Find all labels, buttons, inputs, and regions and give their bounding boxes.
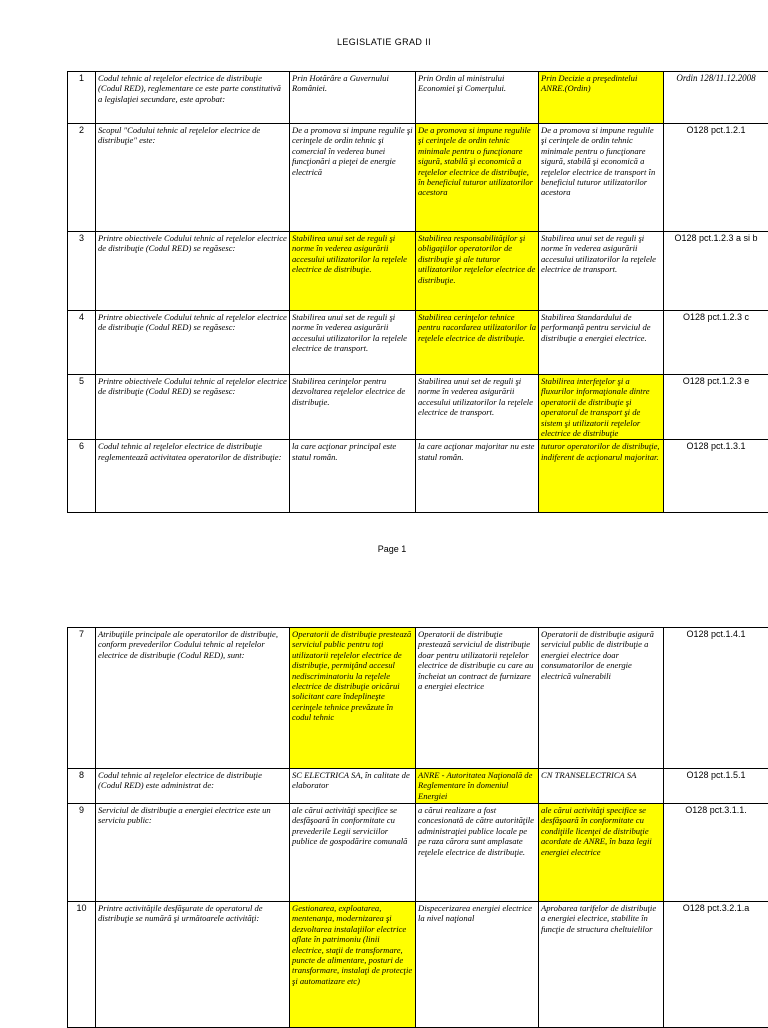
question-number: 6 [68, 440, 96, 513]
question-row [68, 375, 768, 440]
answer-b: ANRE - Autoritatea Naţională de Reglementare în domeniul Energiei [416, 769, 539, 804]
answer-b: Operatorii de distribuţie prestează serviciul de distribuţie doar pentru utilizatorii reţelelor electrice de distribuţie cu care au încheiat un contract de furnizare a energiei electrice [416, 628, 539, 769]
question-text: Printre obiectivele Codului tehnic al reţelelor electrice de distribuţie (Codul RED) se regăsesc: [96, 311, 290, 375]
reference: O128 pct.1.5.1 [664, 769, 768, 804]
reference: O128 pct.1.3.1 [664, 440, 768, 513]
answer-a: Operatorii de distribuţie prestează serviciul public pentru toţi utilizatorii reţelelor electrice de distribuţie, permiţând accesul nediscriminatoriu la reţelele electrice de distribuţie oricărui solicitant care îndeplineşte cerinţele tehnice prevăzute în codul tehnic [290, 628, 416, 769]
answer-c: Stabilirea unui set de reguli şi norme în vederea asigurării accesului utilizatorilor la reţelele electrice de transport. [539, 232, 664, 311]
question-text: Serviciul de distribuţie a energiei electrice este un serviciu public: [96, 804, 290, 902]
answer-c: ale cărui activităţi specifice se desfăşoară în conformitate cu condiţiile licenţei de distribuţie acordate de ANRE, în baza legii energiei electrice [539, 804, 664, 902]
answer-a: ale cărui activităţi specifice se desfăşoară în conformitate cu prevederile Legii serviciilor publice de gospodărire comunală [290, 804, 416, 902]
questions-table-1 [67, 71, 768, 513]
document-title: LEGISLATIE GRAD II [0, 37, 768, 47]
answer-c: Prin Decizie a preşedintelui ANRE.(Ordin) [539, 72, 664, 124]
answer-c: tuturor operatorilor de distribuţie, indiferent de acţionarul majoritar. [539, 440, 664, 513]
question-number: 9 [68, 804, 96, 902]
question-text: Printre obiectivele Codului tehnic al reţelelor electrice de distribuţie (Codul RED) se regăsesc: [96, 232, 290, 311]
answer-b: Stabilirea cerinţelor tehnice pentru racordarea utilizatorilor la reţelele electrice de distribuţie. [416, 311, 539, 375]
answer-b: Stabilirea responsabilităţilor şi obligaţiilor operatorilor de distribuţie şi ale tuturor utilizatorilor reţelelor electrice de distribuţie. [416, 232, 539, 311]
reference: O128 pct.3.2.1.a [664, 902, 768, 1028]
question-text: Printre obiectivele Codului tehnic al reţelelor electrice de distribuţie (Codul RED) se regăsesc: [96, 375, 290, 440]
answer-c: De a promova si impune regulile şi cerinţele de ordin tehnic minimale pentru o funcţionare sigură, stabilă şi economică a reţelelor electrice de transport în beneficiul tuturor utilizatorilor acestora [539, 124, 664, 232]
question-number: 4 [68, 311, 96, 375]
questions-table-2 [67, 627, 768, 1028]
reference: O128 pct.1.2.3 c [664, 311, 768, 375]
answer-a: Stabilirea cerinţelor pentru dezvoltarea reţelelor electrice de distribuţie. [290, 375, 416, 440]
question-text: Codul tehnic al reţelelor electrice de distribuţie reglementează activitatea operatorilor de distribuţie: [96, 440, 290, 513]
question-number: 1 [68, 72, 96, 124]
question-number: 2 [68, 124, 96, 232]
answer-b: Prin Ordin al ministrului Economiei şi Comerţului. [416, 72, 539, 124]
answer-c: Aprobarea tarifelor de distribuţie a energiei electrice, stabilite în funcţie de structura cheltuielilor [539, 902, 664, 1028]
answer-a: De a promova si impune regulile şi cerinţele de ordin tehnic şi comercial în vederea bunei funcţionări a pieţei de energie electrică [290, 124, 416, 232]
question-row [68, 902, 768, 1028]
answer-c: CN TRANSELECTRICA SA [539, 769, 664, 804]
question-row [68, 440, 768, 513]
reference: Ordin 128/11.12.2008 [664, 72, 768, 124]
answer-a: Stabilirea unui set de reguli şi norme în vederea asigurării accesului utilizatorilor la reţelele electrice de transport. [290, 311, 416, 375]
answer-a: la care acţionar principal este statul român. [290, 440, 416, 513]
answer-b: Stabilirea unui set de reguli şi norme în vederea asigurării accesului utilizatorilor la reţelele electrice de transport. [416, 375, 539, 440]
question-row [68, 311, 768, 375]
reference: O128 pct.1.2.3 a si b [664, 232, 768, 311]
answer-b: a cărui realizare a fost concesionată de către autorităţile administraţiei publice locale pe pe raza cărora sunt amplasate reţelele electrice de distribuţie. [416, 804, 539, 902]
answer-c: Stabilirea Standardului de performanţă pentru serviciul de distribuţie a energiei electrice. [539, 311, 664, 375]
answer-a: SC ELECTRICA SA, în calitate de elaborator [290, 769, 416, 804]
answer-b: la care acţionar majoritar nu este statul român. [416, 440, 539, 513]
question-row [68, 72, 768, 124]
answer-c: Operatorii de distribuţie asigură serviciul public de distribuţie a energiei electrice doar consumatorilor de energie electrică vulnerabili [539, 628, 664, 769]
answer-b: Dispecerizarea energiei electrice la nivel naţional [416, 902, 539, 1028]
question-text: Scopul "Codului tehnic al reţelelor electrice de distribuţie" este: [96, 124, 290, 232]
question-text: Printre activităţile desfăşurate de operatorul de distribuţie se numără şi următoarele activităţi: [96, 902, 290, 1028]
question-row [68, 124, 768, 232]
question-number: 8 [68, 769, 96, 804]
question-row [68, 804, 768, 902]
reference: O128 pct.1.2.3 e [664, 375, 768, 440]
reference: O128 pct.1.2.1 [664, 124, 768, 232]
question-row [68, 769, 768, 804]
question-text: Atribuţiile principale ale operatorilor de distribuţie, conform prevederilor Codului tehnic al reţelelor electrice de distribuţie (Codul RED), sunt: [96, 628, 290, 769]
question-row [68, 232, 768, 311]
reference: O128 pct.1.4.1 [664, 628, 768, 769]
reference: O128 pct.3.1.1. [664, 804, 768, 902]
answer-a: Gestionarea, exploatarea, mentenanţa, modernizarea şi dezvoltarea instalaţiilor electrice aflate în patrimoniu (linii electrice, staţii de transformare, puncte de alimentare, posturi de transformare, instalaţi de protecţie şi automatizare etc) [290, 902, 416, 1028]
question-number: 5 [68, 375, 96, 440]
answer-b: De a promova si impune regulile şi cerinţele de ordin tehnic minimale pentru o funcţionare sigură, stabilă şi economică a reţelelor electrice de distribuţie, în beneficiul tuturor utilizatorilor acestora [416, 124, 539, 232]
question-number: 7 [68, 628, 96, 769]
answer-c: Stabilirea interfeţelor şi a fluxurilor informaţionale dintre operatorii de distribuţie şi operatorul de transport şi de sistem şi utilizatorii reţelelor electrice de distribuţie [539, 375, 664, 440]
answer-a: Stabilirea unui set de reguli şi norme în vederea asigurării accesului utilizatorilor la reţelele electrice de distribuţie. [290, 232, 416, 311]
question-row [68, 628, 768, 769]
page-number: Page 1 [0, 544, 768, 554]
question-text: Codul tehnic al reţelelor electrice de distribuţie (Codul RED), reglementare ce este parte constitutivă a legislaţiei secundare, este aprobat: [96, 72, 290, 124]
answer-a: Prin Hotărâre a Guvernului României. [290, 72, 416, 124]
question-number: 10 [68, 902, 96, 1028]
question-number: 3 [68, 232, 96, 311]
question-text: Codul tehnic al reţelelor electrice de distribuţie (Codul RED) este administrat de: [96, 769, 290, 804]
